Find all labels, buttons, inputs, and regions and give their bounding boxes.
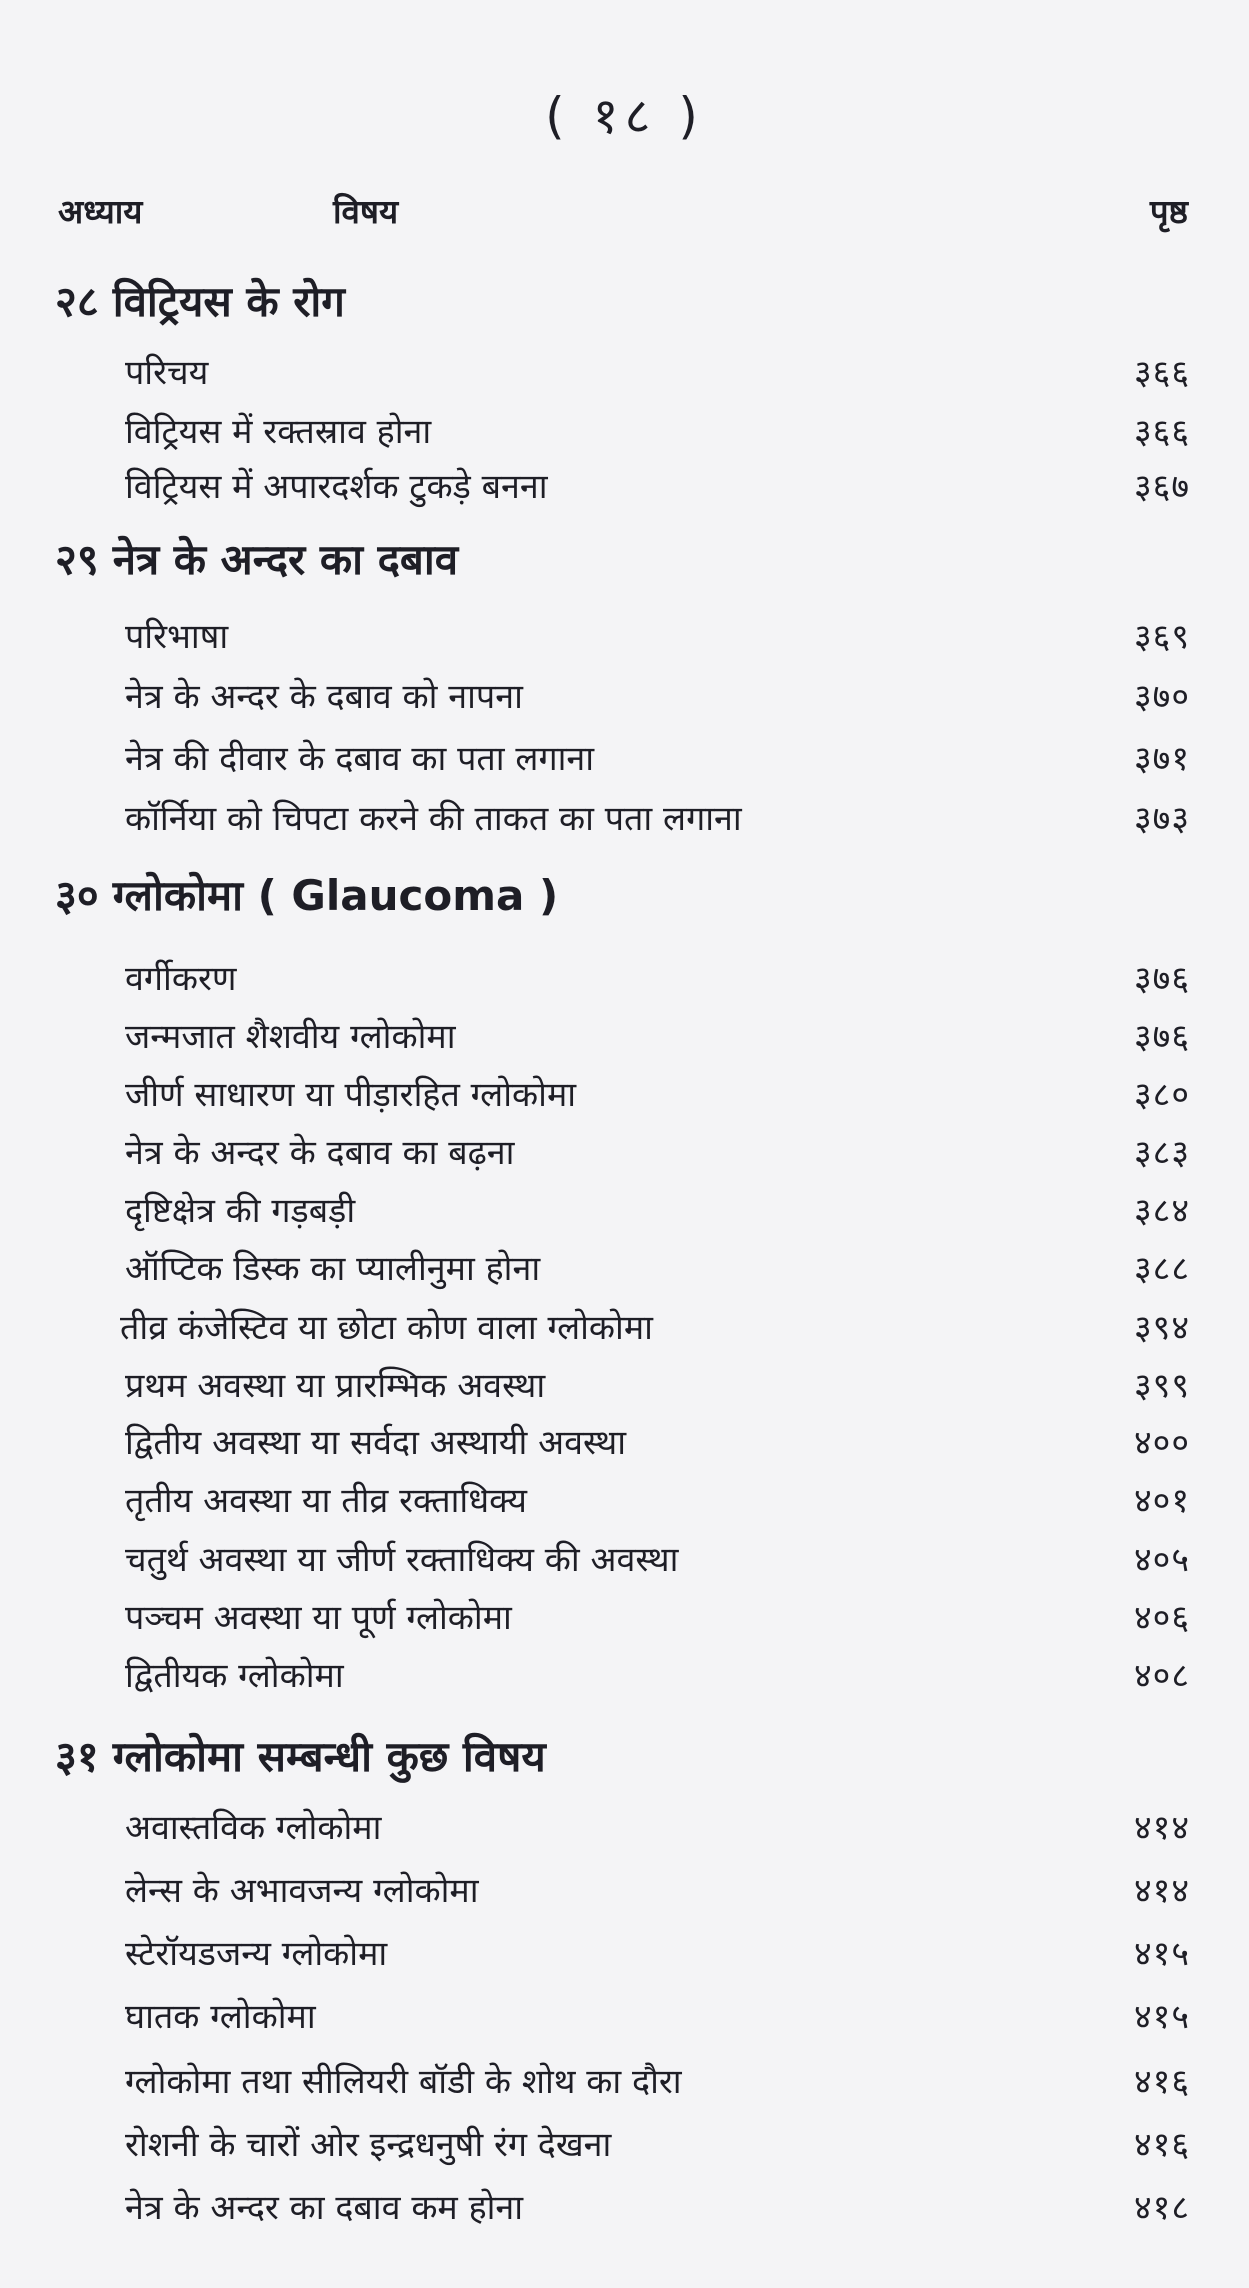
toc-header (58, 188, 1188, 244)
entry-page: ४१४ (1133, 1871, 1190, 1911)
chapter-number: २९ (55, 535, 99, 584)
entry-title: द्वितीयक ग्लोकोमा (125, 1656, 344, 1696)
entry-title: द्वितीय अवस्था या सर्वदा अस्थायी अवस्था (125, 1423, 627, 1463)
chapter-title: विट्रियस के रोग (112, 277, 345, 326)
entry-title: तृतीय अवस्था या तीव्र रक्ताधिक्य (125, 1481, 528, 1521)
entry-title: ऑप्टिक डिस्क का प्यालीनुमा होना (125, 1249, 541, 1289)
toc-entry (125, 1476, 1190, 1526)
entry-title: लेन्स के अभावजन्य ग्लोकोमा (125, 1871, 479, 1911)
header-chapter: अध्याय (58, 192, 143, 231)
toc-entry (125, 1012, 1190, 1062)
toc-entry (125, 734, 1190, 784)
toc-entry (125, 672, 1190, 722)
toc-entry (125, 1929, 1190, 1979)
toc-entry (125, 1070, 1190, 1120)
entry-title: जन्मजात शैशवीय ग्लोकोमा (125, 1017, 456, 1057)
entry-title: विट्रियस में रक्तस्राव होना (125, 412, 432, 452)
toc-entry (120, 1303, 1190, 1353)
entry-page: ४१८ (1133, 2188, 1190, 2228)
toc-entry (125, 2183, 1190, 2233)
header-page: पृष्ठ (1149, 192, 1188, 231)
entry-page: ४०८ (1133, 1656, 1190, 1696)
entry-title: घातक ग्लोकोमा (125, 1997, 316, 2037)
toc-entry (125, 1593, 1190, 1643)
toc-entry (125, 1186, 1190, 1236)
entry-title: रोशनी के चारों ओर इन्द्रधनुषी रंग देखना (125, 2125, 612, 2165)
entry-page: ३६७ (1133, 467, 1190, 507)
entry-page: ३७६ (1133, 959, 1190, 999)
entry-page: ३६६ (1133, 353, 1190, 393)
entry-title: विट्रियस में अपारदर्शक टुकड़े बनना (125, 467, 548, 507)
chapter-title: नेत्र के अन्दर का दबाव (112, 535, 459, 584)
entry-page: ४०५ (1133, 1540, 1190, 1580)
entry-title: नेत्र के अन्दर के दबाव का बढ़ना (125, 1133, 515, 1173)
entry-page: ४०६ (1133, 1598, 1190, 1638)
toc-entry (125, 612, 1190, 662)
entry-page: ४१४ (1133, 1808, 1190, 1848)
entry-title: परिभाषा (125, 617, 229, 657)
chapter-number: ३० (55, 871, 99, 920)
toc-entry (125, 1866, 1190, 1916)
toc-entry (125, 1651, 1190, 1701)
entry-page: ३७६ (1133, 1017, 1190, 1057)
toc-entry (125, 1803, 1190, 1853)
entry-page: ३६९ (1133, 617, 1190, 657)
entry-title: अवास्तविक ग्लोकोमा (125, 1808, 382, 1848)
entry-page: ४१५ (1133, 1934, 1190, 1974)
toc-entry (125, 348, 1190, 398)
chapter-heading (55, 530, 458, 587)
toc-entry (125, 1128, 1190, 1178)
entry-page: ३७० (1133, 677, 1190, 717)
entry-title: तीव्र कंजेस्टिव या छोटा कोण वाला ग्लोकोमा (120, 1308, 653, 1348)
entry-title: कॉर्निया को चिपटा करने की ताकत का पता लगाना (125, 799, 742, 839)
page-number: ( १८ ) (545, 87, 704, 145)
entry-page: ४१६ (1133, 2062, 1190, 2102)
entry-title: नेत्र के अन्दर का दबाव कम होना (125, 2188, 524, 2228)
toc-entry (125, 1535, 1190, 1585)
entry-title: जीर्ण साधारण या पीड़ारहित ग्लोकोमा (125, 1075, 577, 1115)
entry-page: ३८८ (1133, 1249, 1190, 1289)
chapter-title: ग्लोकोमा ( Glaucoma ) (112, 871, 559, 920)
toc-entry (125, 1244, 1190, 1294)
entry-page: ३८० (1133, 1075, 1190, 1115)
entry-title: चतुर्थ अवस्था या जीर्ण रक्ताधिक्य की अवस्था (125, 1540, 679, 1580)
toc-entry (125, 2120, 1190, 2170)
toc-entry (125, 1418, 1190, 1468)
chapter-title: ग्लोकोमा सम्बन्धी कुछ विषय (112, 1732, 546, 1781)
chapter-heading (55, 1727, 546, 1784)
entry-page: ३८४ (1133, 1191, 1190, 1231)
chapter-number: ३१ (55, 1732, 99, 1781)
toc-entry (125, 954, 1190, 1004)
entry-page: ४१६ (1133, 2125, 1190, 2165)
entry-title: पञ्चम अवस्था या पूर्ण ग्लोकोमा (125, 1598, 512, 1638)
entry-page: ३९४ (1133, 1308, 1190, 1348)
entry-page: ३८३ (1133, 1133, 1190, 1173)
entry-page: ३९९ (1133, 1366, 1190, 1406)
toc-entry (125, 2057, 1190, 2107)
entry-page: ३७१ (1133, 739, 1190, 779)
entry-title: नेत्र के अन्दर के दबाव को नापना (125, 677, 523, 717)
toc-entry (125, 1992, 1190, 2042)
entry-page: ४१५ (1133, 1997, 1190, 2037)
entry-title: दृष्टिक्षेत्र की गड़बड़ी (125, 1191, 356, 1231)
entry-title: नेत्र की दीवार के दबाव का पता लगाना (125, 739, 595, 779)
toc-entry (125, 407, 1190, 457)
entry-title: वर्गीकरण (125, 959, 237, 999)
entry-page: ३७३ (1133, 799, 1190, 839)
header-subject: विषय (333, 192, 399, 231)
chapter-heading (55, 272, 345, 329)
entry-title: परिचय (125, 353, 209, 393)
toc-entry (125, 462, 1190, 512)
entry-title: प्रथम अवस्था या प्रारम्भिक अवस्था (125, 1366, 546, 1406)
chapter-heading (55, 866, 558, 923)
toc-entry (125, 794, 1190, 844)
entry-title: स्टेरॉयडजन्य ग्लोकोमा (125, 1934, 388, 1974)
toc-entry (125, 1361, 1190, 1411)
entry-title: ग्लोकोमा तथा सीलियरी बॉडी के शोथ का दौरा (125, 2062, 682, 2102)
chapter-number: २८ (55, 277, 99, 326)
entry-page: ४०० (1133, 1423, 1190, 1463)
entry-page: ३६६ (1133, 412, 1190, 452)
entry-page: ४०१ (1133, 1481, 1190, 1521)
